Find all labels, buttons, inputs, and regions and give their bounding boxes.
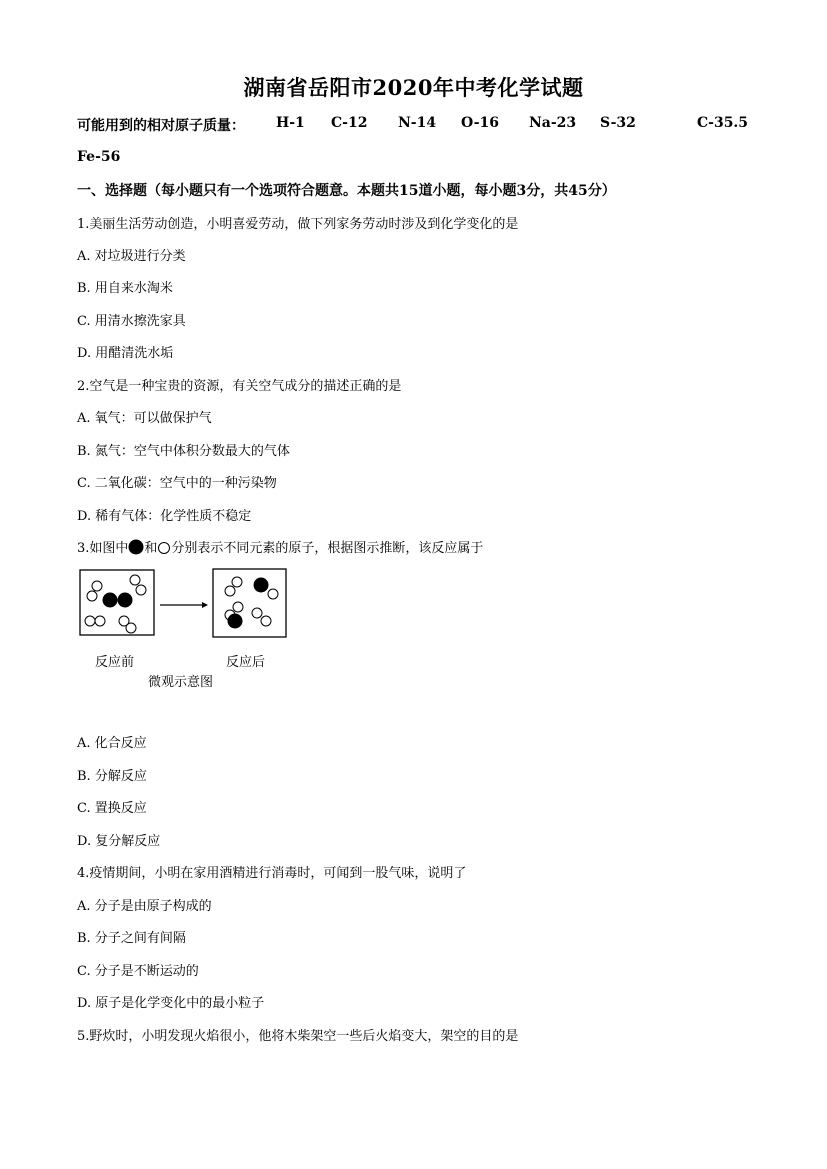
before-label: 反应前 [95, 655, 135, 670]
after-label: 反应后 [226, 655, 266, 670]
question-4-option-b: B. 分子之间有间隔 [77, 931, 186, 946]
white-atom [95, 616, 105, 626]
question-3-option-a: A. 化合反应 [77, 736, 147, 751]
atomic-mass-fe: Fe-56 [77, 149, 121, 165]
white-atom [130, 575, 140, 585]
atomic-mass-cl: C-35.5 [697, 115, 749, 131]
question-1-stem: 1.美丽生活劳动创造，小明喜爱劳动，做下列家务劳动时涉及到化学变化的是 [77, 217, 519, 232]
question-3-stem-suffix: 分别表示不同元素的原子，根据图示推断，该反应属于 [171, 541, 484, 556]
reaction-arrow-head [202, 602, 208, 608]
question-1-option-b: B. 用自来水淘米 [77, 281, 173, 296]
white-atom [233, 602, 243, 612]
question-1-option-d: D. 用醋清洗水垢 [77, 346, 174, 361]
white-atom [92, 581, 102, 591]
after-box [213, 569, 286, 637]
atomic-mass-h: H-1 [276, 115, 305, 131]
atomic-mass-s: S-32 [600, 115, 636, 131]
question-3-stem-mid: 和 [144, 541, 158, 556]
reaction-diagram-svg [77, 566, 307, 646]
black-atom [254, 578, 269, 593]
question-2-option-d: D. 稀有气体：化学性质不稳定 [77, 509, 252, 524]
atomic-mass-na: Na-23 [529, 115, 577, 131]
white-atom [126, 623, 136, 633]
question-4-option-c: C. 分子是不断运动的 [77, 964, 199, 979]
question-5-stem: 5.野炊时，小明发现火焰很小，他将木柴架空一些后火焰变大，架空的目的是 [77, 1029, 519, 1044]
black-atom-icon [128, 539, 144, 555]
question-2-option-a: A. 氧气：可以做保护气 [77, 411, 212, 426]
diagram-caption: 微观示意图 [148, 675, 214, 690]
question-2-option-c: C. 二氧化碳：空气中的一种污染物 [77, 476, 277, 491]
white-atom [87, 591, 97, 601]
question-1-option-c: C. 用清水擦洗家具 [77, 314, 186, 329]
black-atom [103, 593, 118, 608]
question-2-option-b: B. 氮气：空气中体积分数最大的气体 [77, 444, 290, 459]
atomic-mass-n: N-14 [398, 115, 437, 131]
question-3-option-d: D. 复分解反应 [77, 834, 161, 849]
question-4-option-a: A. 分子是由原子构成的 [77, 899, 212, 914]
question-3-option-b: B. 分解反应 [77, 769, 147, 784]
white-atom [268, 589, 278, 599]
question-2-stem: 2.空气是一种宝贵的资源，有关空气成分的描述正确的是 [77, 379, 402, 394]
white-atom-icon [157, 541, 171, 555]
question-4-option-d: D. 原子是化学变化中的最小粒子 [77, 996, 265, 1011]
exam-title: 湖南省岳阳市2020年中考化学试题 [243, 75, 584, 100]
atomic-mass-label: 可能用到的相对原子质量： [77, 118, 245, 134]
question-1-option-a: A. 对垃圾进行分类 [77, 249, 186, 264]
white-atom [85, 616, 95, 626]
black-atom [228, 614, 243, 629]
question-3-stem [77, 537, 483, 556]
reaction-diagram [77, 566, 307, 696]
white-atom [232, 577, 242, 587]
question-3-stem-prefix: 3.如图中 [77, 541, 129, 556]
atomic-mass-c: C-12 [331, 115, 368, 131]
white-atom [225, 586, 235, 596]
white-atom [261, 616, 271, 626]
black-atom [118, 593, 133, 608]
question-4-stem: 4.疫情期间，小明在家用酒精进行消毒时，可闻到一股气味，说明了 [77, 866, 467, 881]
atomic-mass-o: O-16 [461, 115, 500, 131]
white-atom [136, 585, 146, 595]
section-heading: 一、选择题（每小题只有一个选项符合题意。本题共15道小题，每小题3分，共45分） [77, 183, 616, 199]
question-3-option-c: C. 置换反应 [77, 801, 147, 816]
white-atom [252, 608, 262, 618]
